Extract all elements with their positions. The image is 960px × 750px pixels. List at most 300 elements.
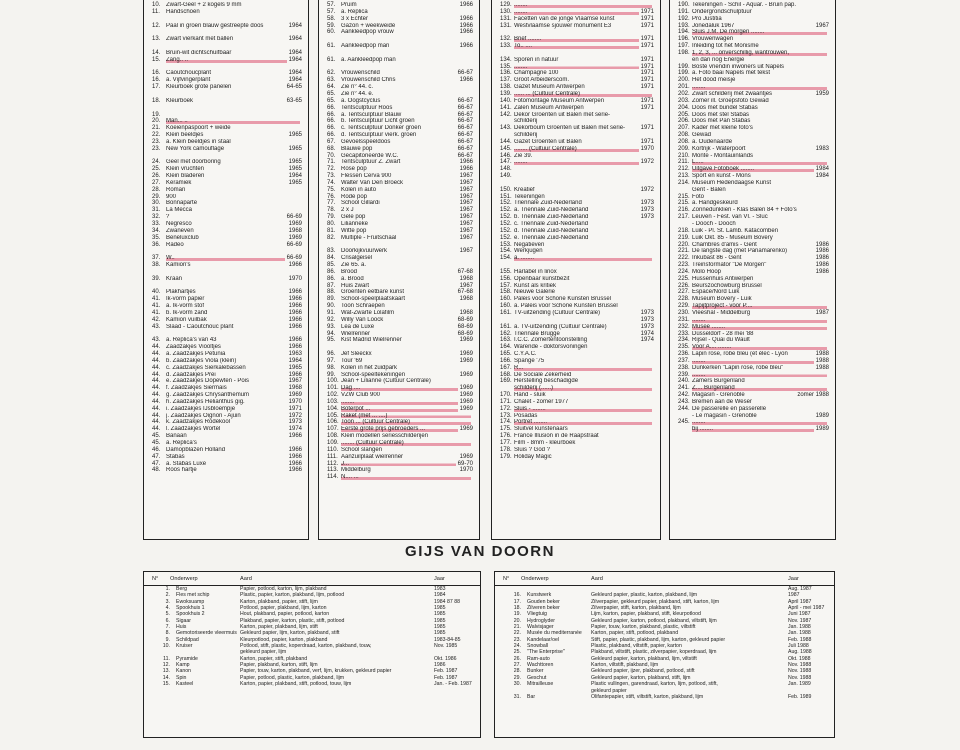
item-title: a. Tentsculptuur Blauw (341, 111, 402, 118)
item-title: a. Oudenaarde (692, 138, 733, 145)
list-item (500, 105, 654, 112)
list-item (152, 276, 302, 283)
item-number (678, 426, 692, 433)
list-item (678, 406, 829, 413)
table-cell: Feb. 1989 (788, 693, 812, 700)
item-title: Rijsel - Quai du Wault (692, 337, 750, 344)
list-item (152, 118, 302, 125)
item-title: en dan nog Energie (692, 56, 745, 63)
item-year: 1964 (288, 56, 302, 63)
item-number: 68. (327, 145, 336, 152)
table-cell: "The Enterprise" (527, 649, 565, 656)
item-year: 1973 (640, 214, 654, 221)
item-number: 94. (327, 330, 336, 337)
list-item (678, 283, 829, 290)
item-number: 197. (678, 43, 690, 50)
item-number: 34. (152, 227, 161, 234)
item-number: 211. (678, 159, 690, 166)
item-number: 166. (500, 357, 512, 364)
item-title: Gewad (692, 132, 712, 139)
item-title: Walter Van Den Broeck (341, 179, 404, 186)
item-number: 152. (500, 234, 512, 241)
item-number: 131. (500, 15, 512, 22)
item-title: Beurszochowburg Brussel (692, 282, 762, 289)
list-item (152, 132, 302, 139)
item-number: 97. (327, 357, 336, 364)
item-title: Gent - Balen (692, 186, 726, 193)
item-title: a. Replica (341, 8, 368, 15)
list-item (152, 310, 302, 317)
list-item (500, 132, 654, 139)
item-number: 212. (678, 166, 690, 173)
table-cell: 21. (513, 624, 521, 631)
list-item (678, 118, 829, 125)
item-number: 92. (327, 316, 336, 323)
list-item (327, 447, 473, 454)
item-title: a. Ik-vorm stof (166, 303, 205, 310)
list-item (678, 426, 829, 433)
list-item (678, 77, 829, 84)
item-number: 40. (152, 289, 161, 296)
item-title: f. Zaadzakjes Siermais (166, 385, 227, 392)
list-item (152, 447, 302, 454)
list-item (500, 433, 654, 440)
table-cell: Musée du mediterranée (527, 630, 582, 637)
item-title: Rode pop (341, 193, 368, 200)
item-year: 1965 (288, 179, 302, 186)
list-item (500, 70, 654, 77)
list-item (152, 187, 302, 194)
item-year (300, 118, 302, 125)
item-year: 1968 (459, 275, 473, 282)
list-item (500, 200, 654, 207)
item-year (652, 283, 654, 290)
item-title: schilderij (514, 118, 538, 125)
item-title: Boterpot ... (341, 406, 458, 413)
item-number: 157. (500, 282, 512, 289)
item-title: Bruin-wit dichtschuifbaar (166, 49, 232, 56)
item-year (827, 70, 829, 77)
item-title: Aankleedpop man (341, 43, 390, 50)
item-year: 1964 (288, 49, 302, 56)
list-item (327, 173, 473, 180)
list-item (152, 255, 302, 262)
item-title: Dunkerken "Lapin rose, robe bleu" (692, 364, 784, 371)
item-title: Bremen aan de Weser (692, 398, 752, 405)
item-year: 1986 (815, 268, 829, 275)
list-item (500, 269, 654, 276)
item-year: 67-68 (457, 268, 473, 275)
list-item (678, 146, 829, 153)
list-item (500, 413, 654, 420)
table-cell: Feb. 1987 (434, 674, 458, 681)
table-cell: Nov. 1987 (788, 617, 812, 624)
item-number: 140. (500, 97, 512, 104)
item-title: Fotomontage Museum Antwerpen (514, 97, 605, 104)
list-item (327, 351, 473, 358)
item-number: 226. (678, 282, 690, 289)
item-title (514, 166, 652, 173)
item-year: 1971 (640, 22, 654, 29)
table-cell: Gekleurd papier, plastic, karton, plakband, lijm (591, 592, 698, 599)
item-number: 74. (327, 179, 336, 186)
list-item (678, 221, 829, 228)
item-year: 66-67 (457, 138, 473, 145)
item-title: R... (514, 365, 652, 372)
item-title: Leuven - Fest. van VI. - Sluc (692, 214, 768, 221)
item-number: 47. (152, 460, 161, 467)
item-title: Lea de Luxe (341, 323, 375, 330)
item-year: 1966 (288, 337, 302, 344)
list-item (327, 337, 473, 344)
item-year: 1973 (640, 309, 654, 316)
list-item (152, 77, 302, 84)
list-item (152, 221, 302, 228)
item-year: 1971 (640, 138, 654, 145)
item-title: Dag .... (341, 385, 458, 392)
item-title (514, 317, 639, 324)
table-cell: 9. (165, 636, 170, 643)
item-title: L..... (692, 159, 827, 166)
table-cell: Wachttoren (527, 662, 554, 669)
item-number (500, 132, 514, 139)
item-year: 1969 (459, 371, 473, 378)
item-title: Rose pop (341, 166, 367, 173)
list-item (152, 70, 302, 77)
table-cell: Mitrailleuse (527, 681, 554, 688)
item-year (652, 372, 654, 379)
item-title: De langste dag (met Panamarenko) (692, 248, 788, 255)
item-title: Slaad - Caoutchouc plant (166, 323, 234, 330)
table-cell: Pyramide (176, 655, 198, 662)
item-number: 137. (500, 77, 512, 84)
item-title: Zomer ill. Groepsfoto Gewad (692, 97, 769, 104)
item-title: Facetten van de jonge Vlaamse kunst (514, 15, 615, 22)
item-number: 219. (678, 234, 690, 241)
list-item (678, 23, 829, 30)
item-number: 208. (678, 132, 690, 139)
list-item (500, 351, 654, 358)
item-title: g. Zaadzakjes Chrysanthemum (166, 392, 250, 399)
item-title: l. Zaadzakjes Wortel (166, 426, 221, 433)
item-title: Groot Arbeiderscom. (514, 77, 570, 84)
table-cell: Aug. 1988 (788, 649, 812, 656)
item-number: 152. (500, 221, 512, 227)
item-number: 44. (152, 344, 161, 351)
table-cell: Nov. 1988 (788, 668, 812, 675)
item-number: 234. (678, 337, 690, 344)
item-number: 236. (678, 351, 690, 358)
item-title: Aanzuilplaat wielrenner (341, 453, 404, 460)
item-title: Witte pop (341, 227, 367, 234)
item-year (827, 317, 829, 324)
item-year (827, 194, 829, 201)
item-title: Kleurboek (166, 97, 194, 104)
item-number: 61. (327, 56, 336, 63)
item-number: 133. (500, 43, 512, 50)
table-cell: 25. (513, 649, 521, 656)
item-number: 71. (327, 159, 336, 166)
item-number: 198. (678, 49, 690, 56)
list-item (152, 392, 302, 399)
list-item (327, 385, 473, 392)
item-title: Posadas (514, 412, 538, 419)
item-year: 66-67 (457, 70, 473, 77)
item-title: j. Zaadzakjes Oignon - Ajuin (166, 412, 241, 419)
list-item (152, 289, 302, 296)
item-title: a. Zaadzakjes Petunia (166, 351, 226, 358)
column-header: Onderwerp (170, 576, 198, 582)
item-year: 68-69 (457, 330, 473, 337)
list-item (152, 9, 302, 16)
item-title: b. Zaadzakjes Viola (klein) (166, 357, 237, 364)
list-item (152, 419, 302, 426)
item-year (827, 276, 829, 283)
item-number: 177. (500, 440, 512, 446)
item-year: 1969 (459, 426, 473, 433)
item-title: Vrouwenwagen (692, 36, 734, 43)
list-item (678, 303, 829, 310)
item-year (827, 385, 829, 392)
item-number: 82. (327, 234, 336, 241)
item-number: 208. (678, 138, 690, 145)
item-number: 103. (327, 398, 339, 405)
list-item (327, 29, 473, 36)
item-number: 96. (327, 351, 336, 358)
item-year (827, 64, 829, 71)
list-item (152, 50, 302, 57)
item-year: 1971 (640, 97, 654, 104)
item-title: a. Paleis voor Schone Kunsten Brussel (514, 303, 618, 310)
item-title: Dekor Groenten uit Balen met serie- (514, 111, 611, 118)
item-number: 138. (500, 84, 512, 91)
list-item (678, 324, 829, 331)
item-number: 16. (152, 70, 161, 77)
item-title: Lapin rose, robe bleu (et élec - Lyon (692, 351, 788, 358)
list-item (327, 112, 473, 119)
table-cell: Gekleurd papier, karton, plakband, lijm, viltstift (591, 655, 697, 662)
item-title: 2 x J (341, 207, 354, 214)
item-number: 83. (327, 248, 336, 255)
item-title: Paal in groen blauw gestreepte doos (166, 22, 264, 29)
item-title: Negatieven (514, 241, 545, 248)
item-year: 1971 (640, 70, 654, 77)
list-item (500, 276, 654, 283)
item-year (652, 228, 654, 235)
item-title: School-speeltekeningen (341, 371, 406, 378)
item-number: 32. (152, 214, 161, 221)
item-number: 47. (152, 453, 161, 460)
item-title: Hand - sluik (514, 392, 546, 399)
item-title: Tapijtproject - voor P.... (692, 303, 827, 310)
list-item (327, 276, 473, 283)
item-year (652, 132, 654, 139)
item-number: 191. (678, 8, 690, 15)
item-year: 66-67 (457, 111, 473, 118)
item-year (652, 303, 654, 310)
list-item (678, 105, 829, 112)
item-number: 173. (500, 412, 512, 419)
item-title: Handschoen (166, 8, 200, 15)
list-item (327, 419, 473, 426)
item-number: 143. (500, 125, 512, 132)
list-item (327, 98, 473, 105)
item-year (827, 214, 829, 221)
item-year: 1969 (459, 453, 473, 460)
item-title: Düsseldorf - 28 mei '88 (692, 330, 754, 337)
item-year: 1966 (459, 77, 473, 84)
item-title: Gazet Museum Antwerpen (514, 84, 585, 91)
table-cell: Karton, viltstift, plakband, lijm (591, 662, 659, 669)
item-number: 160. (500, 303, 512, 310)
item-year: 1969 (288, 234, 302, 241)
row-gap (152, 269, 302, 276)
item-title: Kolen in auto (341, 186, 377, 193)
item-title: Jef Sleeckx (341, 351, 372, 358)
list-item (500, 9, 654, 16)
table-cell: 13. (162, 668, 170, 675)
table-header (495, 572, 834, 586)
item-number: 41. (152, 303, 161, 310)
table-cell: 1985 (434, 630, 446, 637)
item-title: Zie n° 44. c. (341, 84, 374, 91)
item-number: 220. (678, 241, 690, 248)
table-cell: Karton, plakband, papier, stift, lijm (240, 598, 318, 605)
item-number: 139. (500, 90, 512, 97)
item-year: 1971 (640, 63, 654, 70)
item-year (471, 9, 473, 16)
item-title: Sluis - ........ (514, 406, 652, 413)
list-item (152, 303, 302, 310)
table-cell: Berg (176, 586, 187, 592)
row-gap (152, 43, 302, 50)
list-item (678, 372, 829, 379)
item-number: 22. (152, 132, 161, 139)
item-year: 66-69 (286, 214, 302, 221)
item-title: a. Aankleedpop man (341, 56, 396, 63)
item-title: Vrouwenschild (341, 70, 380, 77)
item-year: 66-67 (457, 104, 473, 111)
table-cell: gekleurd papier (591, 687, 627, 694)
item-year (827, 84, 829, 91)
item-year (827, 98, 829, 105)
list-item (327, 84, 473, 91)
item-number: 163. (500, 337, 512, 344)
table-cell: Jan. 1989 (788, 681, 811, 688)
item-year: 1969 (288, 392, 302, 399)
item-year: 1966 (288, 344, 302, 351)
list-item (678, 91, 829, 98)
list-item (500, 84, 654, 91)
item-number: 85. (327, 262, 336, 269)
list-item (500, 36, 654, 43)
item-number: 134. (500, 56, 512, 63)
item-year (652, 392, 654, 399)
item-title: Zamers Burgenland (692, 378, 745, 385)
item-number: 153. (500, 241, 512, 248)
item-number: 80. (327, 221, 336, 227)
item-year (471, 255, 473, 262)
list-item (678, 132, 829, 139)
item-number: 89. (327, 296, 336, 303)
item-title: ........ (692, 419, 827, 426)
works-table-right (494, 571, 835, 738)
table-cell: 8. (165, 630, 170, 637)
item-year (827, 200, 829, 207)
item-year (652, 378, 654, 385)
item-number: 230. (678, 309, 690, 316)
item-number: 154. (500, 255, 512, 262)
list-item (327, 440, 473, 447)
row-gap (500, 50, 654, 57)
list-item (152, 180, 302, 187)
item-title: Doorkijkvuurwerk (341, 248, 388, 255)
list-item (678, 9, 829, 16)
item-year (827, 221, 829, 228)
item-number: 232. (678, 323, 690, 330)
item-number: 109. (327, 440, 339, 446)
table-row (144, 681, 480, 687)
item-number: 12. (152, 22, 161, 29)
list-item (152, 385, 302, 392)
table-cell: Gouden beker (527, 598, 560, 605)
table-cell: 22. (513, 630, 521, 637)
item-year (652, 221, 654, 228)
item-title: schilderij (......) (514, 385, 652, 392)
table-cell: Stift, papier, plastic, plakband, lijm, karton, gekleurd papier (591, 636, 726, 643)
list-item (152, 57, 302, 64)
table-cell: Walvisjager (527, 624, 554, 631)
list-item (327, 283, 473, 290)
item-title: Sporen in natuur (514, 56, 559, 63)
list-item (152, 406, 302, 413)
list-item (500, 454, 654, 461)
item-year (652, 433, 654, 440)
item-number: 44. (152, 378, 161, 385)
item-number: 196. (678, 36, 690, 43)
list-item (500, 146, 654, 153)
table-cell: 11. (163, 655, 170, 662)
item-title: Espace/Nord Luik (692, 289, 740, 296)
item-year: 1963 (288, 351, 302, 358)
item-year (652, 255, 654, 262)
item-title: Molo Hoop (692, 268, 722, 275)
item-title: ........ (514, 159, 639, 166)
list-item (152, 378, 302, 385)
item-title: Chalet - zomer 1977 (514, 398, 569, 405)
item-year (471, 474, 473, 481)
row-gap (500, 180, 654, 187)
item-number: 70. (327, 152, 336, 159)
table-cell: 1985 (434, 611, 446, 618)
item-number: 132. (500, 36, 512, 43)
item-title: Kortrijk - Waterpoort (692, 145, 746, 152)
list-item (327, 159, 473, 166)
item-number: 61. (327, 43, 336, 50)
table-cell: 1985 (434, 624, 446, 631)
item-title: d. Triennale Zuid-Nederland (514, 227, 589, 234)
table-cell: Feb. 1987 (434, 668, 458, 675)
item-year: 66-67 (457, 132, 473, 139)
list-item (327, 2, 473, 9)
item-year (652, 269, 654, 276)
item-number: 199. (678, 70, 690, 77)
row-gap (152, 248, 302, 255)
item-title: Zaadzakjes Viooltjes (166, 344, 221, 351)
list-item (500, 296, 654, 303)
item-number: 20. (152, 118, 161, 125)
item-number: 64. (327, 84, 336, 91)
